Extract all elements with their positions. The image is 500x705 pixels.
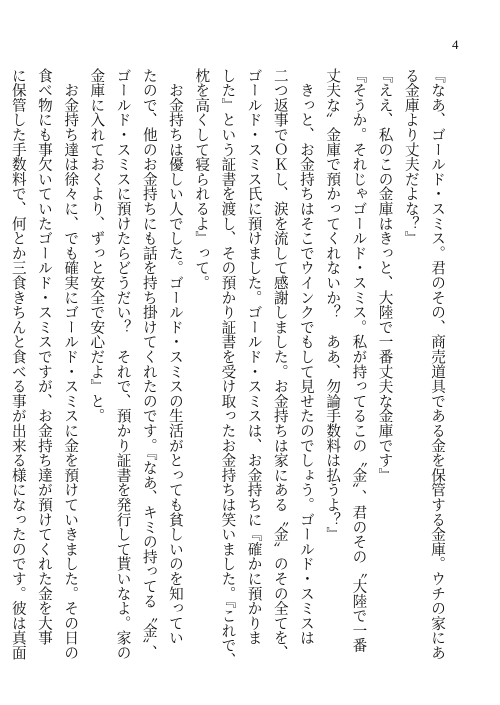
text-line: に保管した手数料で、何とか三食きちんと食べる事が出来る様になったのです。彼は真面 bbox=[9, 68, 27, 660]
body-text bbox=[9, 68, 450, 668]
text-line: お金持ちは優しい人でした。ゴールド・スミスの生活がとっても貧しいのを知ってい bbox=[166, 68, 184, 646]
text-line: ゴールド・スミス氏に預けました。ゴールド・スミスは、お金持ちに『確かに預かりま bbox=[245, 68, 263, 646]
text-line: 食べ物にも事欠いていたゴールド・スミスですが、お金持ち達が預けてくれた金を大事 bbox=[35, 68, 53, 646]
text-line: 金庫に入れておくより、ずっと安全で安心だよ』と。 bbox=[88, 68, 106, 424]
text-line: たので、他のお金持ちにも話を持ち掛けてくれたのです。『なあ、キミの持ってる〝金〟、 bbox=[140, 68, 158, 661]
text-line: した』という証書を渡し、その預かり証書を受け取ったお金持ちは笑いました。『これで、 bbox=[219, 68, 237, 668]
text-line: 『ええ、私のこの金庫はきっと、大陸で一番丈夫な金庫です』 bbox=[376, 68, 394, 483]
page-number: 4 bbox=[452, 37, 459, 52]
text-line: 『なあ、ゴールド・スミス。君のその、商売道具である金を保管する金庫。ウチの家にあ bbox=[429, 68, 446, 660]
text-line: お金持ち達は徐々に、でも確実にゴールド・スミスに金を預けていきました。その日の bbox=[62, 68, 80, 660]
text-line: 『そうか。それじゃゴールド・スミス。私が持ってるこの〝金〟、君のその〝大陸で一番 bbox=[350, 68, 368, 653]
text-line bbox=[0, 68, 5, 658]
text-line: ゴールド・スミスに預けたらどうだい？ それで、預かり証書を発行して貰いなよ。家の bbox=[114, 68, 132, 660]
text-line: 枕を高くして寝られるよ』って。 bbox=[193, 68, 211, 290]
text-line: 二つ返事でＯＫし、涙を流して感謝しました。お金持ちは家にある〝金〟のその全てを、 bbox=[271, 68, 289, 660]
text-line: る金庫より丈夫だよな？』 bbox=[402, 68, 420, 246]
text-line: きっと、お金持ちはそこでウインクでもして見せたのでしょう。ゴールド・スミスは bbox=[297, 68, 315, 646]
text-line: 丈夫な〟金庫で預かってくれないか？ ああ、勿論手数料は払うよ？』 bbox=[324, 68, 342, 542]
